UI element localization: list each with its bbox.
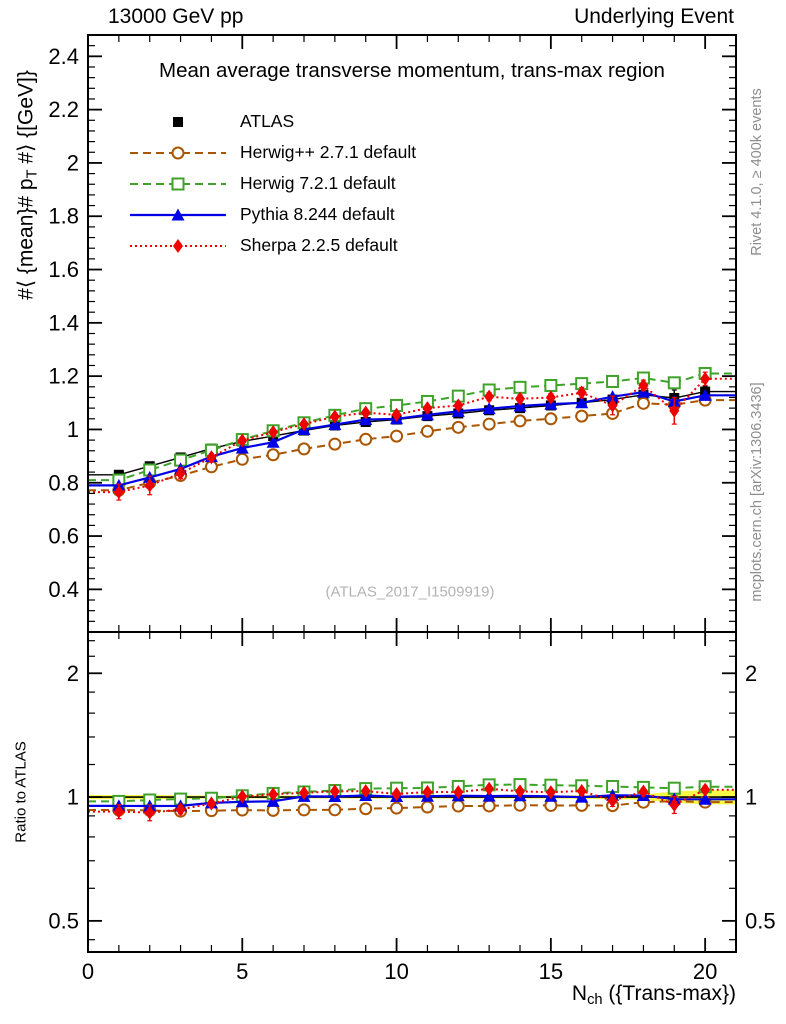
ratio-tick-label-left: 2 — [66, 660, 79, 686]
legend-marker-pythia — [128, 204, 228, 226]
y-tick-label: 1.8 — [48, 203, 79, 229]
marker-open-circle — [237, 454, 248, 465]
legend-label-sherpa: Sherpa 2.2.5 default — [240, 235, 398, 255]
marker-open-circle — [638, 398, 649, 409]
x-axis-title — [572, 982, 736, 1008]
legend-marker-herwigpp — [128, 142, 228, 164]
legend-item-herwig7 — [128, 168, 416, 199]
x-axis-title-region: ({Trans-max}) — [602, 982, 736, 1005]
y-axis-title-units: #⟩ {[GeV]} — [14, 70, 38, 170]
marker-open-circle — [299, 804, 310, 815]
y-tick-label: 1.4 — [48, 310, 79, 336]
marker-open-circle — [391, 431, 402, 442]
marker-open-square — [669, 377, 680, 388]
legend-label-atlas: ATLAS — [240, 111, 295, 131]
ratio-tick-label-right: 2 — [745, 660, 758, 686]
marker-open-circle — [484, 800, 495, 811]
analysis-id-watermark: (ATLAS_2017_I1509919) — [325, 583, 495, 601]
marker-open-circle — [453, 801, 464, 812]
legend-label-herwigpp: Herwig++ 2.7.1 default — [240, 142, 417, 162]
x-tick-label: 5 — [236, 959, 249, 984]
ratio-axis-title: Ratio to ATLAS — [12, 741, 30, 843]
y-tick-label: 0.6 — [48, 523, 79, 549]
y-tick-label: 1.6 — [48, 257, 79, 283]
marker-open-circle — [391, 803, 402, 814]
legend-label-pythia: Pythia 8.244 default — [240, 204, 395, 224]
y-axis-title-text: #⟨ {mean}# p — [14, 178, 38, 300]
marker-open-circle — [360, 803, 371, 814]
legend-label-herwig7: Herwig 7.2.1 default — [240, 173, 396, 193]
legend-marker-sherpa — [128, 235, 228, 257]
marker-open-circle — [576, 411, 587, 422]
legend — [128, 106, 416, 261]
legend-item-atlas — [128, 106, 416, 137]
x-axis-title-subscript: ch — [587, 992, 603, 1008]
marker-open-square — [669, 783, 680, 794]
legend-item-pythia — [128, 199, 416, 230]
marker-open-circle — [545, 413, 556, 424]
x-tick-label: 15 — [538, 959, 564, 984]
y-tick-label: 1 — [66, 416, 79, 442]
marker-open-square — [515, 382, 526, 393]
marker-diamond — [173, 239, 183, 253]
marker-open-circle — [453, 422, 464, 433]
marker-open-circle — [484, 419, 495, 430]
y-axis-title — [14, 70, 41, 300]
marker-open-square — [545, 380, 556, 391]
legend-item-sherpa — [128, 230, 416, 261]
ratio-tick-label-left: 1 — [66, 784, 79, 810]
ratio-tick-label-left: 0.5 — [48, 908, 79, 934]
mcplots-citation-note: mcplots.cern.ch [arXiv:1306.3436] — [749, 382, 765, 602]
y-tick-label: 2 — [66, 150, 79, 176]
marker-open-circle — [268, 449, 279, 460]
x-tick-label: 20 — [692, 959, 718, 984]
y-tick-label: 0.4 — [48, 576, 79, 602]
marker-open-circle — [299, 443, 310, 454]
plot-title: Mean average transverse momentum, trans-max region — [159, 59, 665, 82]
ratio-tick-label-right: 0.5 — [745, 908, 776, 934]
marker-open-circle — [422, 426, 433, 437]
y-axis-title-subscript: T — [24, 169, 41, 179]
marker-open-square — [173, 178, 184, 189]
marker-open-circle — [329, 439, 340, 450]
marker-open-circle — [515, 800, 526, 811]
legend-item-herwigpp — [128, 137, 416, 168]
marker-open-circle — [329, 804, 340, 815]
series-main-herwig-2-7-1-default — [88, 395, 736, 496]
x-tick-label: 0 — [81, 959, 95, 984]
ratio-tick-label-right: 1 — [745, 784, 758, 810]
header-analysis-group: Underlying Event — [574, 5, 734, 28]
x-axis-title-text: N — [571, 982, 588, 1005]
y-tick-label: 2.2 — [48, 97, 79, 123]
x-tick-label: 10 — [384, 959, 409, 984]
rivet-version-note: Rivet 4.1.0, ≥ 400k events — [749, 88, 765, 256]
marker-open-square — [607, 376, 618, 387]
marker-open-circle — [422, 802, 433, 813]
y-tick-label: 0.8 — [48, 470, 79, 496]
legend-marker-herwig7 — [128, 173, 228, 195]
y-tick-label: 2.4 — [48, 43, 79, 69]
marker-open-circle — [360, 434, 371, 445]
marker-open-circle — [515, 415, 526, 426]
legend-marker-atlas — [128, 111, 228, 133]
marker-open-circle — [173, 147, 184, 158]
header-beam-energy: 13000 GeV pp — [108, 5, 244, 28]
marker-square — [173, 117, 183, 127]
y-tick-label: 1.2 — [48, 363, 79, 389]
